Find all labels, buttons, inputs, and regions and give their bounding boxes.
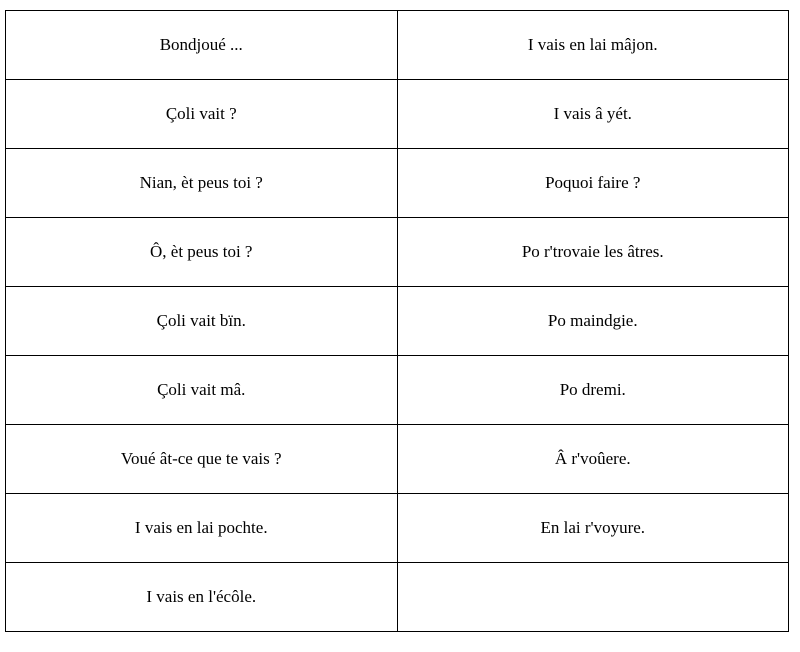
phrase-text: I vais en l'écôle. — [146, 587, 257, 606]
table-row — [6, 287, 789, 356]
phrase-text: Voué ât-ce que te vais ? — [120, 449, 282, 468]
table-cell-right — [397, 425, 789, 494]
table-cell-left — [6, 494, 398, 563]
table-cell-right — [397, 80, 789, 149]
phrase-text: Ô, èt peus toi ? — [150, 242, 253, 261]
phrase-text: Çoli vait ? — [165, 104, 237, 123]
table-cell-right — [397, 218, 789, 287]
table-row — [6, 218, 789, 287]
table-cell-right — [397, 149, 789, 218]
table-cell-right — [397, 563, 789, 632]
table-cell-left — [6, 287, 398, 356]
phrase-text: Poquoi faire ? — [545, 173, 641, 192]
phrase-text: Po maindgie. — [547, 311, 638, 330]
table-row — [6, 425, 789, 494]
table-cell-right — [397, 356, 789, 425]
table-cell-right — [397, 494, 789, 563]
phrase-text: Çoli vait bïn. — [156, 311, 246, 330]
table-cell-left — [6, 356, 398, 425]
table-row — [6, 356, 789, 425]
phrase-text: I vais en lai pochte. — [134, 518, 268, 537]
phrase-text: Çoli vait mâ. — [157, 380, 246, 399]
table-row — [6, 494, 789, 563]
phrase-text: En lai r'voyure. — [540, 518, 646, 537]
table-row — [6, 11, 789, 80]
phrase-text: Po r'trovaie les âtres. — [521, 242, 664, 261]
table-row — [6, 563, 789, 632]
table-cell-left — [6, 149, 398, 218]
phrase-text: Â r'voûere. — [554, 449, 631, 468]
table-cell-left — [6, 218, 398, 287]
phrase-text: Po dremi. — [559, 380, 626, 399]
table-row — [6, 80, 789, 149]
table-cell-left — [6, 11, 398, 80]
table-cell-left — [6, 563, 398, 632]
table-cell-right — [397, 11, 789, 80]
phrase-text: I vais â yét. — [553, 104, 632, 123]
phrase-text: I vais en lai mâjon. — [527, 35, 658, 54]
phrase-text: Nian, èt peus toi ? — [139, 173, 263, 192]
table-cell-left — [6, 425, 398, 494]
phrase-table — [5, 10, 789, 632]
table-row — [6, 149, 789, 218]
table-cell-left — [6, 80, 398, 149]
table-cell-right — [397, 287, 789, 356]
phrase-text: Bondjoué ... — [159, 35, 243, 54]
